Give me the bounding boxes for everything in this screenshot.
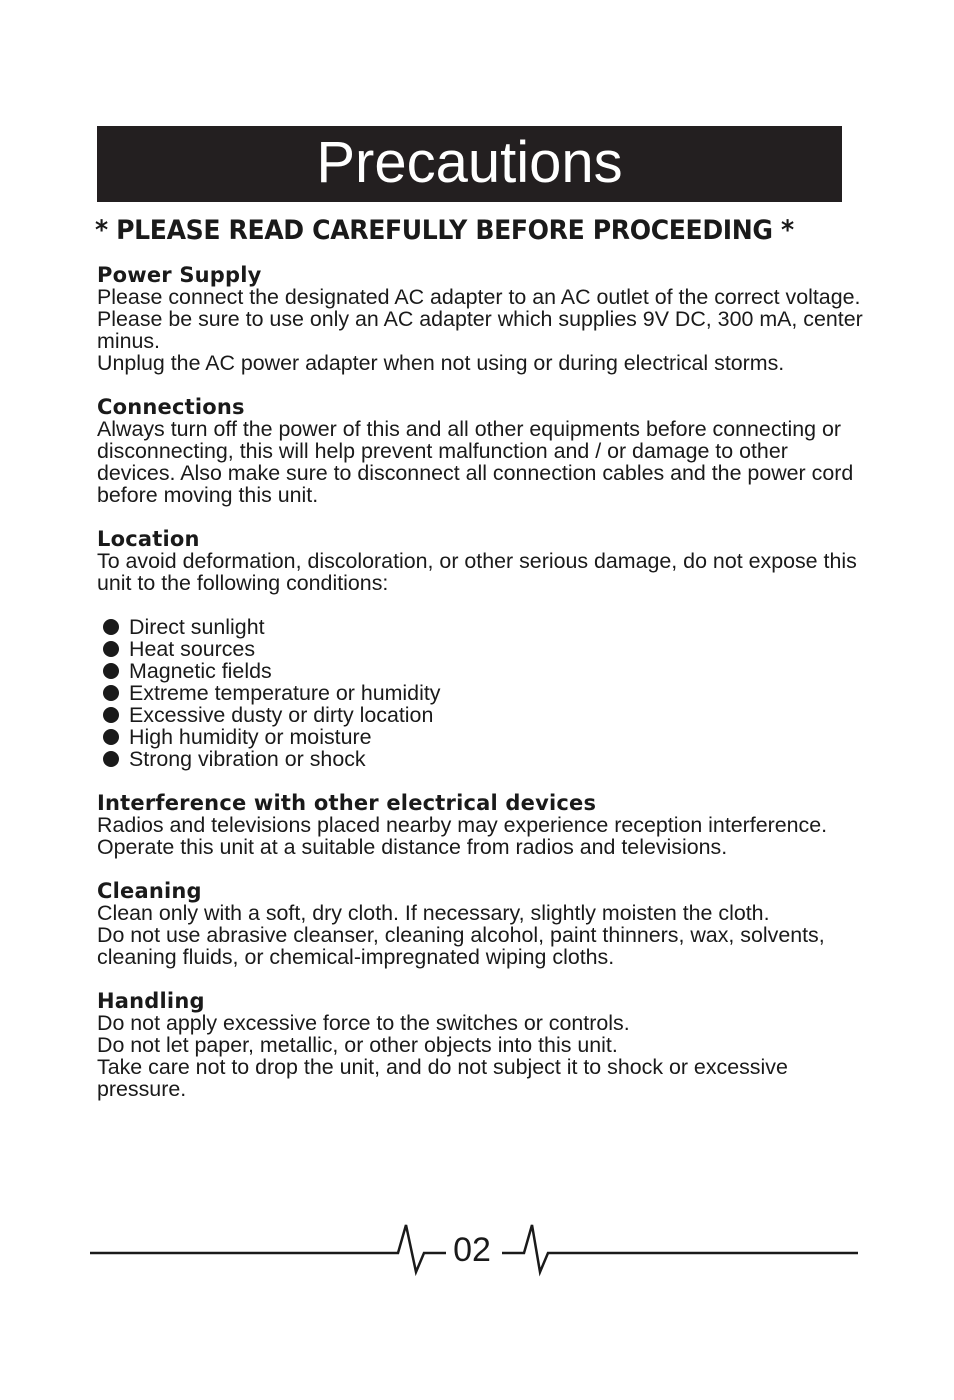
list-item-text: Direct sunlight — [129, 615, 265, 639]
read-carefully-notice: * PLEASE READ CAREFULLY BEFORE PROCEEDING * — [95, 215, 794, 246]
section-text: Clean only with a soft, dry cloth. If necessary, slightly moisten the cloth. — [97, 901, 770, 925]
section-text: Do not let paper, metallic, or other objects into this unit. — [97, 1033, 618, 1057]
bullet-icon — [103, 729, 119, 745]
list-item-text: Excessive dusty or dirty location — [129, 703, 434, 727]
bullet-icon — [103, 619, 119, 635]
section-text: To avoid deformation, discoloration, or other serious damage, do not expose this unit to the following conditions: — [97, 549, 857, 595]
bullet-icon — [103, 685, 119, 701]
bullet-icon — [103, 641, 119, 657]
section-heading: Connections — [97, 395, 245, 419]
list-item — [97, 638, 867, 660]
section-interference — [97, 792, 867, 858]
list-item — [97, 726, 867, 748]
section-text: Do not apply excessive force to the switches or controls. — [97, 1011, 630, 1035]
list-item — [97, 682, 867, 704]
section-text: Unplug the AC power adapter when not using or during electrical storms. — [97, 351, 785, 375]
page-title: Precautions — [316, 130, 623, 195]
section-text: Always turn off the power of this and all other equipments before connecting or disconnecting, this will help prevent malfunction and / or damage to other devices. Also make sure to disconnect all connection cables and the power cord before moving this unit. — [97, 417, 854, 507]
title-banner — [97, 126, 842, 202]
section-heading: Location — [97, 527, 200, 551]
list-item-text: Extreme temperature or humidity — [129, 681, 441, 705]
section-power-supply — [97, 264, 867, 374]
list-item — [97, 616, 867, 638]
list-item — [97, 748, 867, 770]
list-item-text: High humidity or moisture — [129, 725, 372, 749]
page-footer — [90, 1220, 860, 1280]
page-number: 02 — [453, 1231, 491, 1269]
list-item — [97, 704, 867, 726]
section-heading: Power Supply — [97, 263, 262, 287]
section-heading: Handling — [97, 989, 205, 1013]
list-item-text: Magnetic fields — [129, 659, 272, 683]
list-item-text: Heat sources — [129, 637, 256, 661]
section-text: Do not use abrasive cleanser, cleaning alcohol, paint thinners, wax, solvents, cleaning fluids, or chemical-impregnated wiping cloths. — [97, 923, 825, 969]
section-text: Please be sure to use only an AC adapter which supplies 9V DC, 300 mA, center minus. — [97, 307, 863, 353]
section-location — [97, 528, 867, 770]
section-text: Radios and televisions placed nearby may experience reception interference. Operate this unit at a suitable distance from radios and televisions. — [97, 813, 828, 859]
section-heading: Interference with other electrical devices — [97, 791, 597, 815]
section-cleaning — [97, 880, 867, 968]
section-text: Please connect the designated AC adapter to an AC outlet of the correct voltage. — [97, 285, 861, 309]
list-item — [97, 660, 867, 682]
bullet-icon — [103, 663, 119, 679]
section-connections — [97, 396, 867, 506]
list-item-text: Strong vibration or shock — [129, 747, 366, 771]
conditions-list — [97, 616, 867, 770]
section-heading: Cleaning — [97, 879, 202, 903]
precautions-content — [97, 264, 867, 1122]
bullet-icon — [103, 751, 119, 767]
section-text: Take care not to drop the unit, and do not subject it to shock or excessive pressure. — [97, 1055, 788, 1101]
section-handling — [97, 990, 867, 1100]
bullet-icon — [103, 707, 119, 723]
